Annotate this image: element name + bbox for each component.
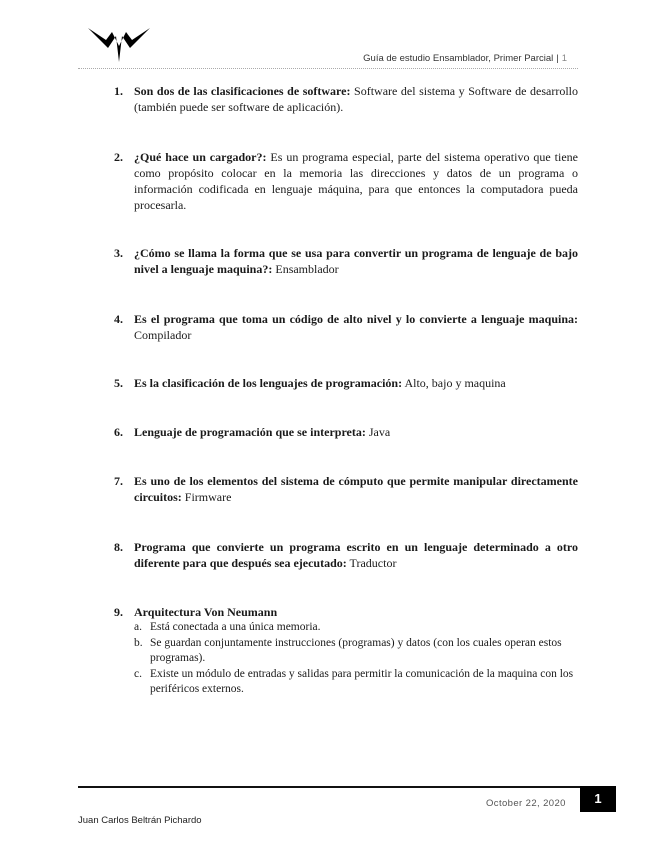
question-text: Lenguaje de programación que se interpreta: <box>134 425 366 439</box>
header-divider <box>78 68 578 69</box>
question-number: 1. <box>114 84 123 98</box>
question-text: Son dos de las clasificaciones de software: <box>134 84 351 98</box>
question-number: 4. <box>114 312 123 326</box>
question-text: Programa que convierte un programa escrito en un lenguaje determinado a otro diferente para que después sea ejecutado: <box>134 540 578 570</box>
question-text: ¿Cómo se llama la forma que se usa para convertir un programa de lenguaje de bajo nivel a lenguaje maquina?: <box>134 246 578 276</box>
running-header <box>363 53 567 64</box>
question-5 <box>114 375 578 391</box>
answer-text: Java <box>365 425 391 439</box>
question-text: Es el programa que toma un código de alto nivel y lo convierte a lenguaje maquina: <box>134 312 578 326</box>
footer-date: October 22, 2020 <box>486 798 566 809</box>
question-text: Arquitectura Von Neumann <box>134 605 278 619</box>
footer-divider <box>78 786 580 788</box>
question-3 <box>114 245 578 277</box>
header-title: Guía de estudio Ensamblador, Primer Parcial <box>363 53 554 64</box>
list-item: a. Está conectada a una única memoria. <box>134 621 321 633</box>
question-8 <box>114 539 578 571</box>
question-number: 9. <box>114 605 123 619</box>
header-page-number: 1 <box>561 53 567 64</box>
answer-text: Alto, bajo y maquina <box>402 376 506 390</box>
question-text: Es la clasificación de los lenguajes de programación: <box>134 376 403 390</box>
question-4 <box>114 311 578 343</box>
answer-text: Traductor <box>346 556 397 570</box>
question-number: 5. <box>114 376 123 390</box>
list-item: c. Existe un módulo de entradas y salidas para permitir la comunicación de la maquina con los periféricos externos. <box>134 667 574 695</box>
question-number: 2. <box>114 150 123 164</box>
question-6 <box>114 424 578 440</box>
question-number: 3. <box>114 246 123 260</box>
list-item: b. Se guardan conjuntamente instrucciones (programas) y datos (con los cuales operan estos programas). <box>134 636 562 664</box>
answer-text: Software del sistema y Software de desarrollo (también puede ser software de aplicación). <box>134 84 578 114</box>
question-1 <box>114 83 578 115</box>
question-number: 8. <box>114 540 123 554</box>
footer-author: Juan Carlos Beltrán Pichardo <box>78 815 202 826</box>
footer-page-number: 1 <box>580 786 616 812</box>
question-text: ¿Qué hace un cargador?: <box>134 150 267 164</box>
logo-icon <box>86 22 152 64</box>
header-separator: | <box>556 53 559 64</box>
question-9 <box>114 604 578 698</box>
question-2 <box>114 149 578 213</box>
question-number: 7. <box>114 474 123 488</box>
answer-text: Compilador <box>134 328 192 342</box>
answer-text: Ensamblador <box>272 262 339 276</box>
answer-text: Es un programa especial, parte del sistema operativo que tiene como propósito colocar en la memoria las direcciones y datos de un programa o información codificada en lenguaje máquina, para que entonces la computadora pueda procesarla. <box>134 150 578 212</box>
question-number: 6. <box>114 425 123 439</box>
question-7 <box>114 473 578 505</box>
question-text: Es uno de los elementos del sistema de cómputo que permite manipular directamente circuitos: <box>134 474 578 504</box>
answer-text: Firmware <box>181 490 232 504</box>
